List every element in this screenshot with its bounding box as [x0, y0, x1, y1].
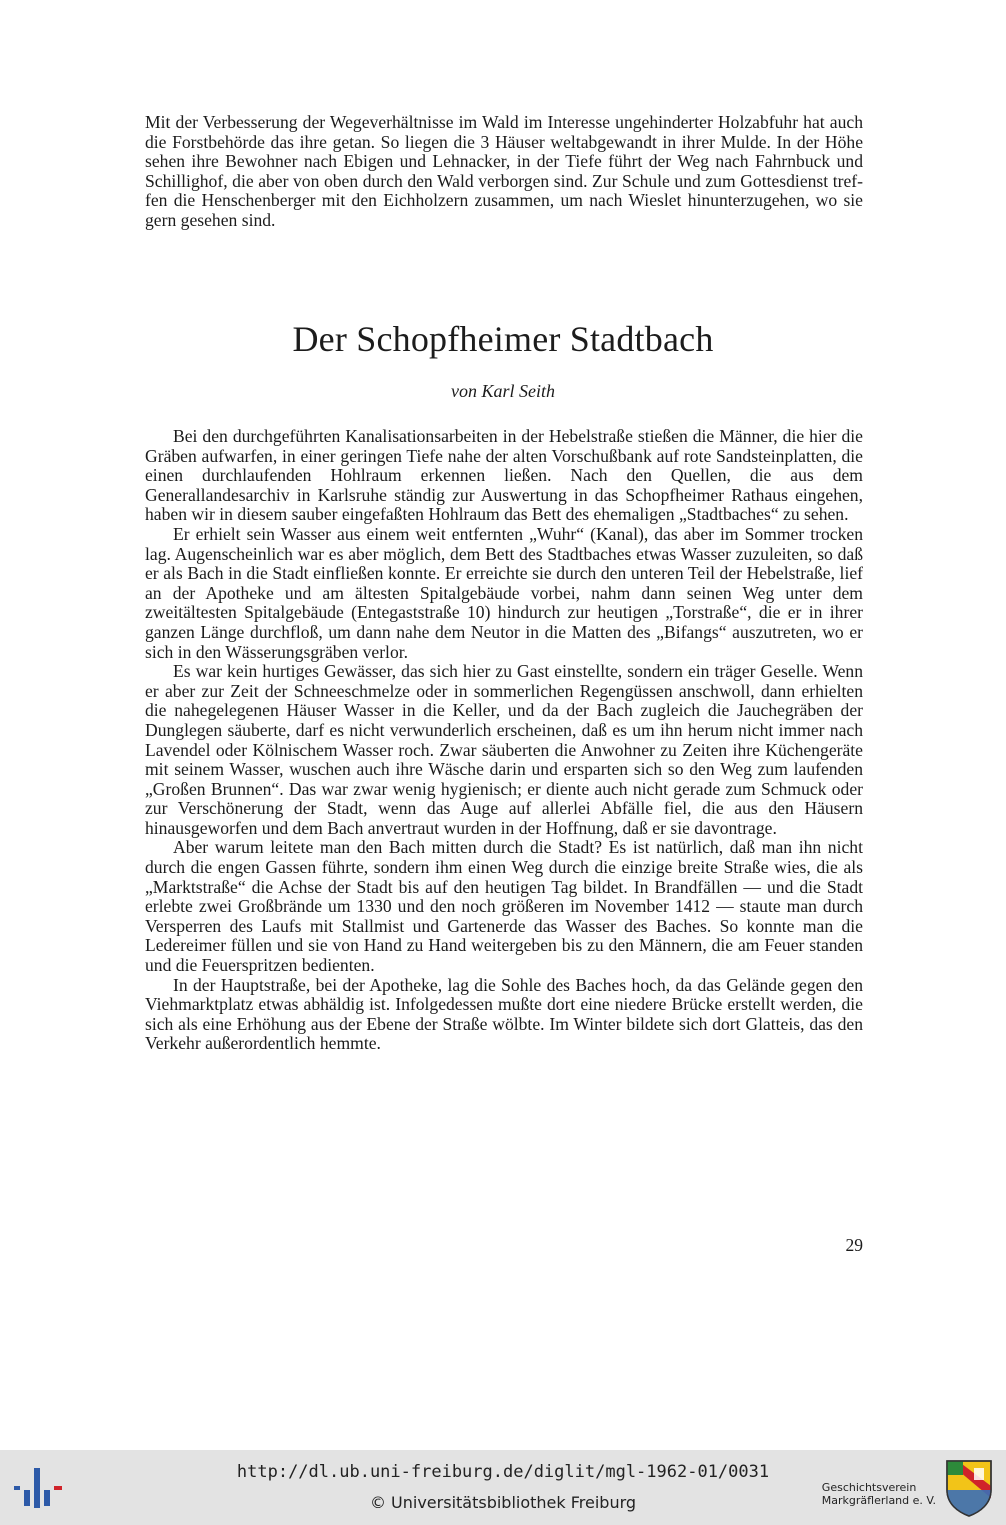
page-number: 29 — [845, 1235, 863, 1255]
society-name-line1: Geschichtsverein — [821, 1481, 917, 1494]
article-paragraph: In der Hauptstraße, bei der Apotheke, lag die Sohle des Baches hoch, da das Gelände gegen den Viehmarktplatz etwas abhäldig ist. Infolgedessen mußte dort eine niedere Brücke erstellt werden, die sich als eine Erhöhung aus der Ebene der Straße wölbte. Im Winter bildete sich dort Glatteis, das den Verkehr außerordentlich hemmte. — [145, 974, 863, 1054]
article-author: von Karl Seith — [451, 381, 555, 401]
society-name — [822, 1481, 936, 1507]
article-paragraph: Aber warum leitete man den Bach mitten durch die Stadt? Es ist natürlich, daß man ihn nicht durch die engen Gassen führte, sondern ihm einen Weg durch die einzige breite Straße wies, die als „Marktstraße“ die Achse der Stadt bis auf den heutigen Tag bildet. In Brandfällen — und die Stadt erlebte zwei Großbrände um 1330 und den noch größeren im November 1412 — staute man durch Versperren des Laufs mit Stallmist und Gartenerde das Wasser des Baches. So konnte man die Ledereimer füllen und sie von Hand zu Hand weitergeben bis zu den Männern, die am Feuer standen und die Feuerspritzen bedienten. — [145, 837, 863, 976]
article-title: Der Schopfheimer Stadtbach — [292, 319, 714, 359]
coat-of-arms-icon — [944, 1458, 994, 1518]
society-name-line2: Markgräflerland e. V. — [821, 1494, 936, 1507]
footer-copyright: © Universitätsbibliothek Freiburg — [369, 1493, 637, 1512]
intro-paragraph: Mit der Verbesserung der Wegeverhältnisse im Wald im Interesse ungehinderter Holzabfuhr hat auch die Forstbehörde das ihre getan. So liegen die 3 Häuser weltabgewandt in ihrer Mulde. In der Höhe sehen ihre Bewohner nach Ebigen und Lehnacker, in der Tiefe führt der Weg nach Fahrnbuck und Schillighof, die aber von oben durch den Wald verborgen sind. Zur Schule und zum Gottesdienst treffen die Henschenberger mit den Eichholzern zusammen, um nach Wieslet hinunterzugehen, wo sie gern gesehen sind. — [145, 112, 863, 230]
footer-url-link[interactable]: http://dl.ub.uni-freiburg.de/diglit/mgl-1962-01/0031 — [236, 1462, 770, 1482]
article-paragraph: Bei den durchgeführten Kanalisationsarbeiten in der Hebelstraße stießen die Männer, die hier die Gräben aufwarfen, in einer geringen Tiefe nahe der alten Vorschußbank auf rote Sandsteinplatten, die einen durchlaufenden Hohlraum erkennen ließen. Nach den Quellen, die aus dem Generallandesarchiv in Karlsruhe ständig zur Auswertung in das Schopfheimer Rathaus eingehen, haben wir in diesem sauber eingefaßten Hohlraum das Bett des ehemaligen „Stadtbaches“ zu sehen. — [145, 426, 863, 525]
article-body — [145, 427, 863, 1054]
footer-bar — [0, 1450, 1006, 1525]
intro-text — [145, 113, 863, 231]
article-paragraph: Er erhielt sein Wasser aus einem weit entfernten „Wuhr“ (Kanal), das aber im Sommer trocken lag. Augenscheinlich war es aber möglich, dem Bett des Stadtbaches etwas Wasser zuzuleiten, so daß er als Bach in die Stadt einfließen konnte. Er erreichte sie durch den unteren Teil der Hebelstraße, lief an der Apotheke und am ältesten Spitalgebäude vorbei, nahm dann seinen Weg unter dem zweitältesten Spitalgebäude (Entegaststraße 10) hindurch zur heutigen „Torstraße“, die er in ihrer ganzen Länge durchfloß, um dann nahe dem Neutor in die Matten des „Bifangs“ auszutreten, wo er sich in den Wässerungsgräben verlor. — [145, 523, 863, 662]
article-paragraph: Es war kein hurtiges Gewässer, das sich hier zu Gast einstellte, sondern ein träger Geselle. Wenn er aber zur Zeit der Schneeschmelze oder in sommerlichen Regengüssen anschwoll, dann erhielten die nahegelegenen Häuser Wasser in die Keller, und da der Bach zugleich die Jauchegräben der Dunglegen säuberte, darf es nicht verwunderlich erscheinen, daß es um ihn herum nicht immer nach Lavendel oder Kölnischem Wasser roch. Zwar säuberten die Anwohner zu Zeiten ihre Küchengeräte mit seinem Wasser, wuschen auch ihre Wäsche darin und ersparten sich so den Weg zum laufenden „Großen Brunnen“. Das war zwar wenig hygienisch; er diente auch nicht gerade zum Schmuck oder zur Verschönerung der Stadt, wenn das Auge auf allerlei Abfälle fiel, die aus den Häusern hinausgeworfen und dem Bach anvertraut wurden in der Hoffnung, daß er sie davontrage. — [145, 661, 863, 838]
